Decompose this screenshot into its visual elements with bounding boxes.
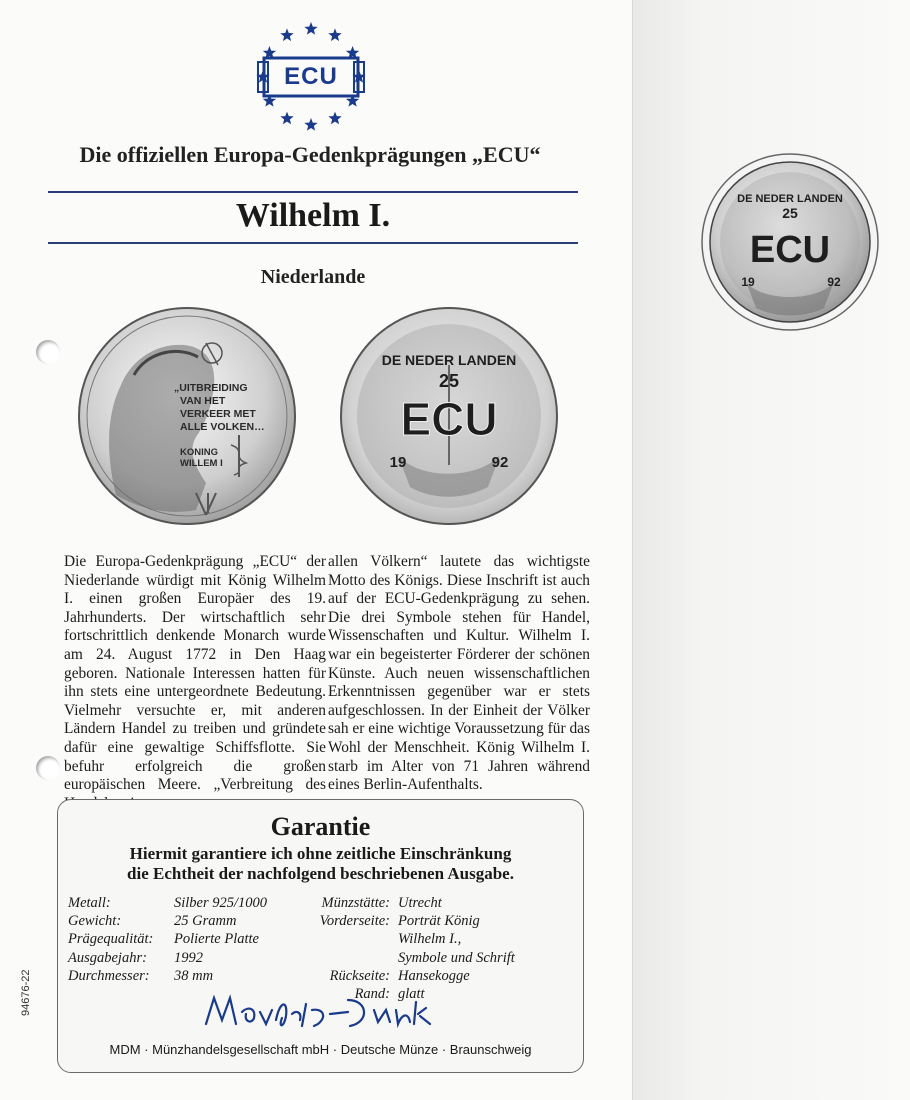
guarantee-box <box>57 799 584 1073</box>
obverse-inscription-2: VAN HET <box>180 395 226 407</box>
reverse-year-right: 92 <box>491 454 509 471</box>
spec-value: Hansekogge <box>398 967 470 984</box>
spec-label: Metall: <box>68 895 111 911</box>
spec-value: glatt <box>398 985 425 1002</box>
star-icon <box>304 22 317 35</box>
star-icon <box>304 118 317 131</box>
obverse-inscription-1: „UITBREIDING <box>174 382 248 394</box>
logo-text: ECU <box>284 63 338 90</box>
star-icon <box>328 112 341 125</box>
spec-value: Wilhelm I., <box>398 931 462 948</box>
spec-right-values <box>398 894 515 1003</box>
spec-value: Symbole und Schrift <box>398 949 515 966</box>
punch-hole-top <box>36 340 60 364</box>
spec-value: 38 mm <box>174 967 214 984</box>
spec-value: Porträt König <box>398 913 480 930</box>
guarantee-line-2: die Echtheit der nachfolgend beschriebenen Ausgabe. <box>127 864 514 883</box>
signature <box>198 990 438 1034</box>
obverse-name-2: WILLEM I <box>180 458 223 469</box>
reverse-center-text: ECU <box>400 393 498 445</box>
guarantee-statement <box>58 844 583 884</box>
spec-right-labels <box>308 894 390 1003</box>
spec-label: Ausgabejahr: <box>68 949 147 966</box>
spec-label: Gewicht: <box>68 913 122 930</box>
punch-hole-bottom <box>36 756 60 780</box>
obverse-name-1: KONING <box>180 447 218 458</box>
capsule-coin <box>700 152 880 332</box>
spec-label: Prägequalität: <box>68 931 154 948</box>
description-column-2: allen Völkern“ lautete das wichtigste Motto des Königs. Diese Inschrift ist auch auf der ECU-Gedenkprägung zu sehen. Die drei Symbole stehen für Handel, Wissenschaften und Kultur. Wilhelm I. war ein begeisterter Förderer der schönen Künste. Auch neuen wissenschaftlichen Erkenntnissen gegenüber war er stets aufgeschlossen. In der Einheit der Völker sah er eine wichtige Voraussetzung für das Wohl der Menschheit. König Wilhelm I. starb im Alter von 71 Jahren während eines Berlin-Aufenthalts. <box>328 553 590 794</box>
reverse-arc-text: DE NEDER LANDEN <box>381 352 517 368</box>
guarantee-footer: MDM · Münzhandelsgesellschaft mbH · Deutsche Münze · Braunschweig <box>109 1042 532 1057</box>
capsule-year-right: 92 <box>827 275 841 289</box>
side-code: 94676-22 <box>20 969 32 1016</box>
spec-label: Münzstätte: <box>321 895 390 911</box>
spec-label: Vorderseite: <box>319 913 390 930</box>
obverse-inscription-4: ALLE VOLKEN… <box>180 421 265 433</box>
capsule-value: 25 <box>782 205 798 221</box>
spec-label: Rand: <box>354 985 390 1002</box>
top-rule <box>48 191 578 193</box>
spec-left-labels <box>68 894 153 985</box>
country-label: Niederlande <box>260 266 366 288</box>
spec-label: Durchmesser: <box>68 967 150 984</box>
description-column-1: Die Europa-Gedenkprägung „ECU“ der Niederlande würdigt mit König Wilhelm I. einen großen Europäer des 19. Jahrhunderts. Der wirtschaftlich sehr fortschrittlich denkende Monarch wurde am 24. August 1772 in Den Haag geboren. Nationale Interessen hatten für ihn stets eine untergeordnete Bedeutung. Vielmehr versuchte er, mit anderen Ländern Handel zu treiben und gründete dafür eine gewaltige Schiffsflotte. Sie befuhr erfolgreich die großen europäischen Meere. „Verbreitung des <box>64 553 326 794</box>
spec-value: Utrecht <box>398 895 442 911</box>
spec-label <box>308 930 390 948</box>
guarantee-line-1: Hiermit garantiere ich ohne zeitliche Einschränkung <box>129 844 512 863</box>
spec-label <box>308 949 390 967</box>
reverse-year-left: 19 <box>389 454 407 471</box>
bottom-rule <box>48 242 578 244</box>
guarantee-title: Garantie <box>270 812 371 841</box>
spec-label: Rückseite: <box>329 967 390 984</box>
spec-value: Polierte Platte <box>174 931 259 948</box>
spec-value: 1992 <box>174 949 203 966</box>
capsule-year-left: 19 <box>741 275 755 289</box>
spec-value: Silber 925/1000 <box>174 895 268 911</box>
reverse-value: 25 <box>438 371 460 391</box>
series-title: Die offiziellen Europa-Gedenkprägungen „ECU“ <box>79 142 541 167</box>
reverse-coin <box>338 305 560 527</box>
capsule-center-text: ECU <box>749 229 831 271</box>
capsule-arc-text: DE NEDER LANDEN <box>737 193 843 205</box>
star-icon <box>280 28 293 41</box>
star-icon <box>328 28 341 41</box>
star-icon <box>280 112 293 125</box>
coin-title: Wilhelm I. <box>235 197 391 234</box>
spec-value: 25 Gramm <box>174 913 237 930</box>
obverse-inscription-3: VERKEER MET <box>180 408 256 420</box>
obverse-coin <box>76 305 298 527</box>
spec-left-values <box>174 894 267 985</box>
